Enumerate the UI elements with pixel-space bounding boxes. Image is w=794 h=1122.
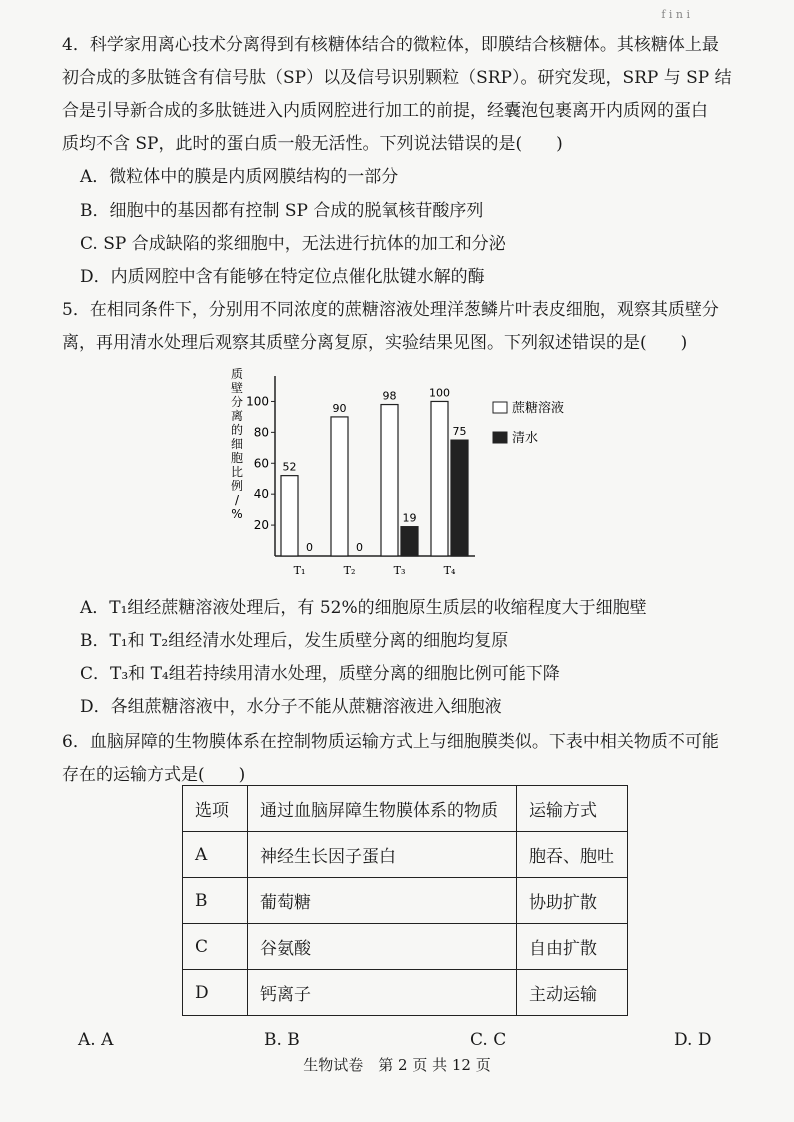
q4-option-c: C. SP 合成缺陷的浆细胞中，无法进行抗体的加工和分泌 [80,234,506,254]
x-tick-label: T₄ [443,564,456,577]
bar-data-label: 98 [382,389,397,403]
y-axis-label-char: 胞 [230,451,244,465]
legend-label: 清水 [512,431,539,446]
table-cell: 葡萄糖 [248,878,517,924]
table-cell: B [183,878,248,924]
bar-sucrose [381,405,398,556]
bar-data-label: 52 [282,460,297,474]
x-tick-label: T₁ [293,564,306,577]
x-tick-label: T₃ [393,564,406,577]
q4-option-d: D．内质网腔中含有能够在特定位点催化肽键水解的酶 [80,267,485,287]
legend-swatch [493,432,507,443]
y-axis-label-char: / [234,493,240,507]
table-row [183,924,628,970]
bar-sucrose [431,401,448,556]
table-cell: 主动运输 [517,970,628,1016]
y-axis-label-char: 细 [230,437,244,451]
table-cell: C [183,924,248,970]
q6-answer-d: D. D [674,1030,712,1050]
y-axis-label-char: 质 [230,368,244,381]
q5-option-c: C．T₃和 T₄组若持续用清水处理，质壁分离的细胞比例可能下降 [80,664,560,684]
y-tick-label: 20 [253,518,269,533]
transport-table [182,785,628,1016]
bar-sucrose [281,476,298,556]
bar-data-label: 90 [332,401,347,415]
y-tick-label: 80 [253,425,269,440]
q5-line-1: 5．在相同条件下，分别用不同浓度的蔗糖溶液处理洋葱鳞片叶表皮细胞，观察其质壁分 [62,300,719,320]
legend-label: 蔗糖溶液 [512,401,565,416]
corner-mark: f i n i [661,8,690,21]
q4-line-3: 合是引导新合成的多肽链进入内质网腔进行加工的前提，经囊泡包裹离开内质网的蛋白 [62,101,708,121]
table-row [183,832,628,878]
q4-line-2: 初合成的多肽链含有信号肽（SP）以及信号识别颗粒（SRP）。研究发现，SRP 与 SP 结 [62,68,732,88]
y-axis-label-char: 离 [230,409,244,423]
y-tick-label: 40 [253,487,269,502]
table-cell: 自由扩散 [517,924,628,970]
y-axis-label-char: 壁 [230,381,244,395]
q4-option-a: A．微粒体中的膜是内质网膜结构的一部分 [80,167,399,187]
table-cell: 钙离子 [248,970,517,1016]
table-header-cell: 选项 [183,786,248,832]
q6-line-2: 存在的运输方式是( ) [62,765,246,785]
bar-water [401,527,418,556]
y-axis-label-char: % [231,507,243,521]
q5-option-b: B．T₁和 T₂组经清水处理后，发生质壁分离的细胞均复原 [80,631,509,651]
table-row [183,878,628,924]
bar-data-label: 100 [429,386,450,400]
q4-line-1: 4．科学家用离心技术分离得到有核糖体结合的微粒体，即膜结合核糖体。其核糖体上最 [62,35,719,55]
x-tick-label: T₂ [343,564,356,577]
y-tick-label: 60 [253,456,269,471]
q4-option-b: B．细胞中的基因都有控制 SP 合成的脱氧核苷酸序列 [80,201,484,221]
table-cell: 胞吞、胞吐 [517,832,628,878]
table-cell: A [183,832,248,878]
q5-option-d: D．各组蔗糖溶液中，水分子不能从蔗糖溶液进入细胞液 [80,697,502,717]
table-cell: 协助扩散 [517,878,628,924]
q6-answer-c: C. C [470,1030,507,1050]
table-row [183,970,628,1016]
q5-option-a: A．T₁组经蔗糖溶液处理后，有 52%的细胞原生质层的收缩程度大于细胞壁 [80,598,647,618]
q6-answer-a: A. A [78,1030,114,1050]
bar-data-label: 0 [356,541,363,554]
table-cell: 神经生长因子蛋白 [248,832,517,878]
table-header-cell: 通过血脑屏障生物膜体系的物质 [248,786,517,832]
q6-line-1: 6．血脑屏障的生物膜体系在控制物质运输方式上与细胞膜类似。下表中相关物质不可能 [62,732,719,752]
page-footer: 生物试卷 第 2 页 共 12 页 [303,1056,491,1074]
y-axis-label-char: 比 [230,465,244,479]
bar-water [451,440,468,556]
bar-data-label: 75 [452,425,467,439]
bar-data-label: 19 [402,511,417,525]
q5-line-2: 离，再用清水处理后观察其质壁分离复原，实验结果见图。下列叙述错误的是( ) [62,333,688,353]
bar-data-label: 0 [306,541,313,554]
bar-sucrose [331,417,348,556]
table-header-cell: 运输方式 [517,786,628,832]
q4-line-4: 质均不含 SP，此时的蛋白质一般无活性。下列说法错误的是( ) [62,134,563,154]
legend-swatch [493,402,507,413]
bar-chart [225,368,585,580]
q6-answer-b: B. B [264,1030,300,1050]
y-axis-label-char: 分 [230,395,244,409]
table-header-row [183,786,628,832]
y-axis-label-char: 例 [230,479,244,493]
y-tick-label: 100 [246,394,269,409]
y-axis-label-char: 的 [230,423,244,437]
table-cell: 谷氨酸 [248,924,517,970]
table-cell: D [183,970,248,1016]
